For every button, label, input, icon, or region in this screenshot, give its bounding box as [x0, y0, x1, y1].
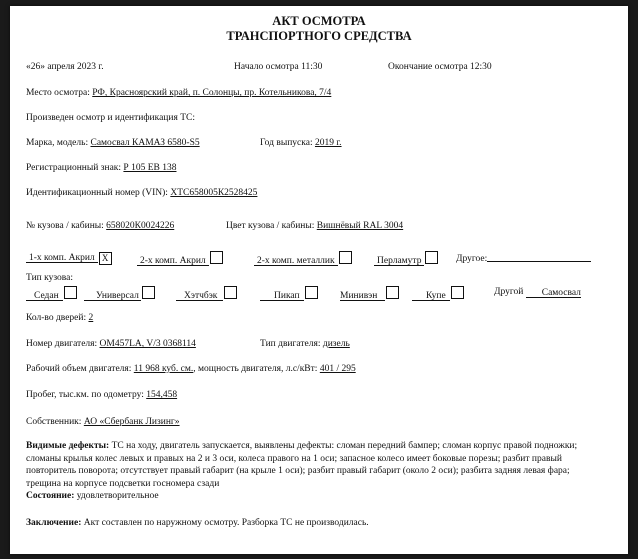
body-type-label: Тип кузова: [26, 273, 74, 283]
body-type-option-2[interactable] [84, 286, 155, 301]
vin-label: Идентификационный номер (VIN): [26, 188, 168, 198]
body-type-option-1[interactable] [26, 286, 77, 301]
paint-option-1[interactable] [26, 251, 112, 265]
engine-no-row [26, 338, 196, 350]
paint-option-3-checkbox[interactable] [339, 251, 352, 264]
mileage-value: 154,458 [146, 390, 178, 400]
body-color-label: Цвет кузова / кабины: [226, 221, 315, 231]
conclusion-value: Акт составлен по наружному осмотру. Разборка ТС не производилась. [83, 518, 369, 528]
make-row [26, 137, 200, 149]
mileage-label: Пробег, тыс.км. по одометру: [26, 390, 144, 400]
body-type-option-6-label: Купе [412, 290, 450, 301]
identification-text: Произведен осмотр и идентификация ТС: [26, 113, 195, 123]
body-type-other-label: Другой [494, 287, 524, 297]
body-type-option-1-label: Седан [26, 290, 63, 301]
volume-row [26, 363, 356, 375]
doors-label: Кол-во дверей: [26, 313, 87, 323]
condition-label: Состояние: [26, 491, 75, 501]
body-type-option-4-label: Пикап [260, 290, 304, 301]
body-type-option-3-label: Хэтчбэк [176, 290, 223, 301]
body-color-value: Вишнёвый RAL 3004 [316, 221, 404, 231]
mileage-row [26, 389, 177, 401]
power-value: 401 / 295 [319, 364, 356, 374]
body-type-other-value: Самосвал [526, 287, 581, 298]
doc-title-line2: ТРАНСПОРТНОГО СРЕДСТВА [226, 29, 412, 43]
conclusion-row [26, 517, 369, 529]
inspection-end: Окончание осмотра 12:30 [388, 62, 492, 72]
body-no-row [26, 220, 174, 232]
paint-option-4-checkbox[interactable] [425, 251, 438, 264]
condition-value: удовлетворительное [76, 491, 159, 501]
place-row [26, 87, 331, 99]
defects-text: ТС на ходу, двигатель запускается, выявлены дефекты: сломан передний бампер; сломан корпус правой подножки; сломаны крылья колес левых и правых на 2 и 3 оси, колеса правого на 1 оси; запасное колесо имеет боковые порезы; разбит правый повторитель поворота; отсутствует правый габарит (на крыле 1 оси); разбит правый габарит (около 2 оси); разбита задняя левая фара; трещина на корпусе подсветки госномера сзади [26, 441, 578, 489]
place-value: РФ, Красноярский край, п. Солонцы, пр. Котельникова, 7/4 [92, 88, 332, 98]
owner-row [26, 416, 180, 428]
make-value: Самосвал КАМАЗ 6580-S5 [90, 138, 200, 148]
doc-title-line1: АКТ ОСМОТРА [272, 14, 366, 28]
paint-other-label: Другое: [456, 254, 488, 264]
doors-value: 2 [88, 313, 94, 323]
body-type-option-1-checkbox[interactable] [64, 286, 77, 299]
year-row [260, 137, 342, 149]
paint-option-1-label: 1-х комп. Акрил [26, 252, 98, 263]
paint-option-2-label: 2-х комп. Акрил [137, 255, 209, 266]
defects-paragraph [26, 440, 606, 503]
engine-type-value: дизель [322, 339, 350, 349]
inspection-date: «26» апреля 2023 г. [26, 62, 104, 72]
owner-value: АО «Сбербанк Лизинг» [83, 417, 180, 427]
paint-option-3-label: 2-х комп. металлик [254, 255, 338, 266]
paint-option-2-checkbox[interactable] [210, 251, 223, 264]
document-page [10, 6, 628, 554]
reg-value: Р 105 ЕВ 138 [123, 163, 177, 173]
body-type-option-5[interactable] [340, 286, 399, 301]
place-label: Место осмотра: [26, 88, 90, 98]
paint-option-2[interactable] [137, 251, 223, 266]
volume-label: Рабочий объем двигателя: [26, 364, 132, 374]
body-type-option-2-label: Универсал [84, 290, 141, 301]
make-label: Марка, модель: [26, 138, 89, 148]
year-value: 2019 г. [314, 138, 342, 148]
engine-type-label: Тип двигателя: [260, 339, 321, 349]
engine-type-row [260, 338, 350, 350]
year-label: Год выпуска: [260, 138, 313, 148]
power-label: , мощность двигателя, л.с/кВт: [193, 364, 318, 374]
body-type-option-3-checkbox[interactable] [224, 286, 237, 299]
vin-value: ХТС658005К2528425 [170, 188, 258, 198]
body-no-value: 658020К0024226 [106, 221, 175, 231]
owner-label: Собственник: [26, 417, 82, 427]
engine-no-label: Номер двигателя: [26, 339, 98, 349]
body-type-option-4-checkbox[interactable] [305, 286, 318, 299]
reg-label: Регистрационный знак: [26, 163, 122, 173]
paint-other-field[interactable] [487, 251, 591, 262]
body-type-option-6[interactable] [412, 286, 464, 301]
doors-row [26, 312, 93, 324]
body-type-option-2-checkbox[interactable] [142, 286, 155, 299]
body-color-row [226, 220, 403, 232]
defects-label: Видимые дефекты: [26, 441, 110, 451]
body-no-label: № кузова / кабины: [26, 221, 104, 231]
conclusion-label: Заключение: [26, 518, 82, 528]
body-type-option-4[interactable] [260, 286, 318, 301]
body-type-option-5-label: Минивэн [340, 290, 385, 301]
paint-option-3[interactable] [254, 251, 352, 266]
volume-value: 11 968 куб. см. [133, 364, 194, 374]
body-type-option-6-checkbox[interactable] [451, 286, 464, 299]
body-type-option-5-checkbox[interactable] [386, 286, 399, 299]
reg-row [26, 162, 176, 174]
body-type-option-3[interactable] [176, 286, 237, 301]
paint-other[interactable] [456, 251, 591, 265]
vin-row [26, 187, 257, 199]
paint-option-4-label: Перламутр [374, 255, 424, 266]
inspection-start: Начало осмотра 11:30 [234, 62, 323, 72]
paint-option-1-checkbox[interactable]: X [99, 252, 112, 265]
engine-no-value: ОМ457LA, V/3 0368114 [99, 339, 196, 349]
paint-option-4[interactable] [374, 251, 438, 266]
body-type-other[interactable] [494, 286, 581, 298]
